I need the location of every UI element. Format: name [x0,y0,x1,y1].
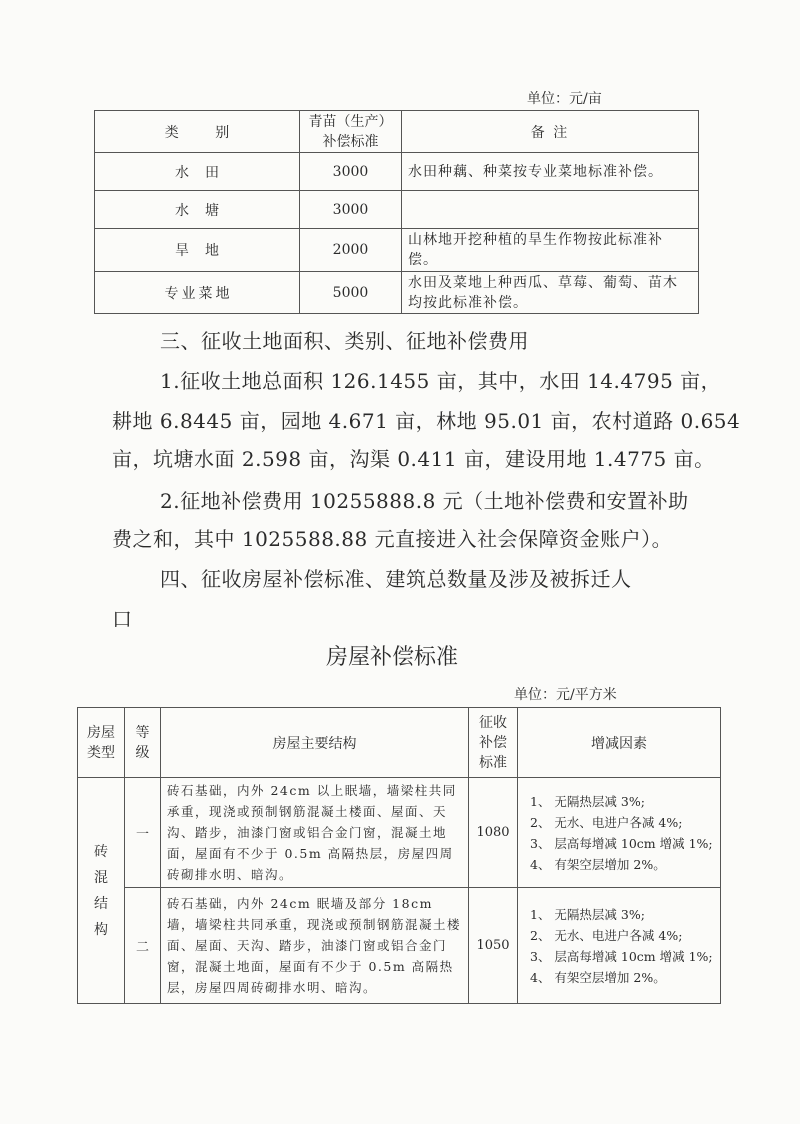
section3-para2-line2: 费之和，其中 1025588.88 元直接进入社会保障资金账户）。 [112,527,673,551]
table-row [78,888,721,1004]
header-type-line2: 类型 [87,744,115,761]
row-factors [518,888,721,1004]
table-row [95,229,699,272]
factor-item: 1、 无隔热层减 3%; [530,793,645,809]
house-compensation-table [77,707,721,1004]
section3-heading: 三、征收土地面积、类别、征地补偿费用 [160,329,529,353]
crop-compensation-table [94,110,699,314]
row-standard: 3000 [300,191,402,229]
header-remarks: 备 注 [402,111,699,153]
row-standard: 3000 [300,153,402,191]
section4-heading-line2: 口 [112,607,133,631]
header-type-line1: 房屋 [87,724,115,741]
header-grade-line2: 级 [135,744,150,761]
header-structure: 房屋主要结构 [161,708,469,778]
table-row [95,153,699,191]
section3-para1-line1: 1.征收土地总面积 126.1455 亩，其中，水田 14.4795 亩， [160,369,722,393]
factor-item: 2、 无水、电进户各减 4%; [530,814,683,830]
header-category: 类 别 [95,111,300,153]
factor-item: 1、 无隔热层减 3%; [530,906,645,922]
factor-item: 3、 层高每增减 10cm 增减 1%; [530,835,713,851]
table-header-row [95,111,699,153]
table-header-row [78,708,721,778]
row-factors [518,778,721,888]
header-standard [469,708,518,778]
header-house-type [78,708,125,778]
section3-para2-line1: 2.征地补偿费用 10255888.8 元（土地补偿费和安置补助 [160,489,689,513]
row-structure: 砖石基础，内外 24cm 眠墙及部分 18cm 墙，墙梁柱共同承重，现浇或预制钢筋混凝土楼面、屋面、天沟、踏步，油漆门窗或铝合金门窗，混凝土地面，屋面有不少于 0.5m 高隔热层，房屋四周砖砌排水明、暗沟。 [161,888,469,1004]
row-category: 旱地 [95,229,300,272]
header-standard-line3: 标准 [479,754,507,771]
house-type-char: 砖 [94,843,108,860]
section3-para1-line3: 亩，坑塘水面 2.598 亩，沟渠 0.411 亩，建设用地 1.4775 亩。 [112,447,715,471]
row-category: 专业菜地 [95,272,300,314]
row-standard: 1080 [469,778,518,888]
row-remarks: 水田及菜地上种西瓜、草莓、葡萄、苗木均按此标准补偿。 [402,272,699,314]
house-type-char: 混 [94,869,108,886]
row-standard: 1050 [469,888,518,1004]
row-standard: 2000 [300,229,402,272]
row-remarks: 山林地开挖种植的旱生作物按此标准补偿。 [402,229,699,272]
row-grade: 二 [125,888,161,1004]
header-standard-line2: 补偿 [479,734,507,751]
section3-para1-line2: 耕地 6.8445 亩，园地 4.671 亩，林地 95.01 亩，农村道路 0.654 [112,409,741,433]
row-standard: 5000 [300,272,402,314]
row-structure: 砖石基础，内外 24cm 以上眠墙，墙梁柱共同承重，现浇或预制钢筋混凝土楼面、屋面、天沟、踏步，油漆门窗或铝合金门窗，混凝土地面，屋面有不少于 0.5m 高隔热层，房屋四周砖砌排水明、暗沟。 [161,778,469,888]
header-standard-line2: 补偿标准 [322,133,379,150]
row-category: 水塘 [95,191,300,229]
section4-heading-line1: 四、征收房屋补偿标准、建筑总数量及涉及被拆迁人 [160,567,632,591]
header-standard-line1: 青苗（生产） [308,113,393,130]
factor-item: 4、 有架空层增加 2%。 [530,969,666,985]
header-standard [300,111,402,153]
factor-item: 2、 无水、电进户各减 4%; [530,927,683,943]
crop-table-unit: 单位：元/亩 [527,91,602,107]
header-grade [125,708,161,778]
factor-item: 3、 层高每增减 10cm 增减 1%; [530,948,713,964]
row-remarks: 水田种藕、种菜按专业菜地标准补偿。 [402,153,699,191]
row-category: 水田 [95,153,300,191]
header-standard-line1: 征收 [479,714,507,731]
table-row [95,191,699,229]
table-row [78,778,721,888]
row-grade: 一 [125,778,161,888]
house-type-char: 构 [94,921,108,938]
house-type-char: 结 [94,895,108,912]
factor-item: 4、 有架空层增加 2%。 [530,856,666,872]
house-table-unit: 单位：元/平方米 [514,687,617,703]
row-remarks [402,191,699,229]
house-table-title: 房屋补偿标准 [326,645,459,670]
house-type-cell [78,778,125,1004]
header-factors: 增减因素 [518,708,721,778]
header-grade-line1: 等 [135,724,150,741]
table-row [95,272,699,314]
